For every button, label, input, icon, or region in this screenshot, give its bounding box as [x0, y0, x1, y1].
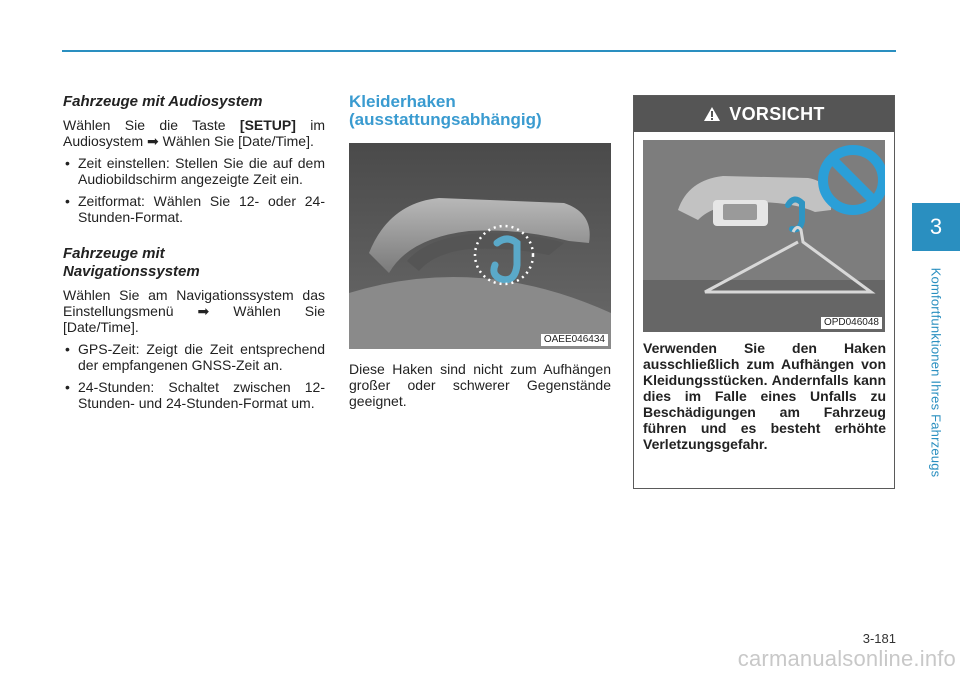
audio-bullet-list: [63, 155, 325, 225]
left-column: [63, 93, 325, 417]
caution-text: Verwenden Sie den Haken ausschließlich zum Aufhängen von Kleidungsstücken. Andernfalls kann dies im Falle eines Unfalls zu Beschädigungen am Fahrzeug führen und es besteht erhöhte Verletzungsgefahr.: [643, 340, 886, 452]
image-code: OPD046048: [821, 317, 882, 329]
list-item: • Zeit einstellen: Stellen Sie die auf dem Audiobildschirm angezeigte Zeit ein.: [63, 155, 325, 187]
nav-bullet-list: [63, 341, 325, 411]
list-item: • 24-Stunden: Schaltet zwischen 12- Stunden- und 24-Stunden-Format um.: [63, 379, 325, 411]
audio-heading: Fahrzeuge mit Audiosystem: [63, 93, 263, 110]
list-item: • Zeitformat: Wählen Sie 12- oder 24-Stunden-Format.: [63, 193, 325, 225]
nav-heading: Fahrzeuge mit Navigationssystem: [63, 245, 200, 280]
caution-header: [634, 96, 894, 132]
caution-box: [633, 95, 895, 489]
image-code: OAEE046434: [541, 334, 608, 346]
coat-hook-illustration: [349, 143, 611, 349]
top-rule: [62, 50, 896, 52]
setup-key: [SETUP]: [239, 117, 296, 133]
page-number: 3-181: [862, 631, 896, 646]
hanger-photo: [643, 140, 885, 332]
middle-column: [349, 93, 611, 409]
hooks-heading: Kleiderhaken (ausstattungsabhängig): [349, 92, 542, 129]
caution-title: VORSICHT: [729, 103, 825, 124]
list-item: • GPS-Zeit: Zeigt die Zeit entsprechend der empfangenen GNSS-Zeit an.: [63, 341, 325, 373]
hooks-text: Diese Haken sind nicht zum Aufhängen großer oder schwerer Gegenstände geeignet.: [349, 361, 611, 409]
watermark: carmanualsonline.info: [737, 646, 956, 671]
hanger-illustration: [643, 140, 885, 332]
warning-triangle-icon: [703, 106, 721, 122]
nav-intro: Wählen Sie am Navigationssystem das Einstellungsmenü ➡ Wählen Sie [Date/Time].: [63, 287, 325, 335]
coat-hook-photo: [349, 143, 611, 349]
chapter-title: Komfortfunktionen Ihres Fahrzeugs: [928, 267, 944, 477]
chapter-tab: 3: [912, 203, 960, 251]
audio-intro: Wählen Sie die Taste [SETUP] im Audiosystem ➡ Wählen Sie [Date/Time].: [63, 117, 326, 149]
